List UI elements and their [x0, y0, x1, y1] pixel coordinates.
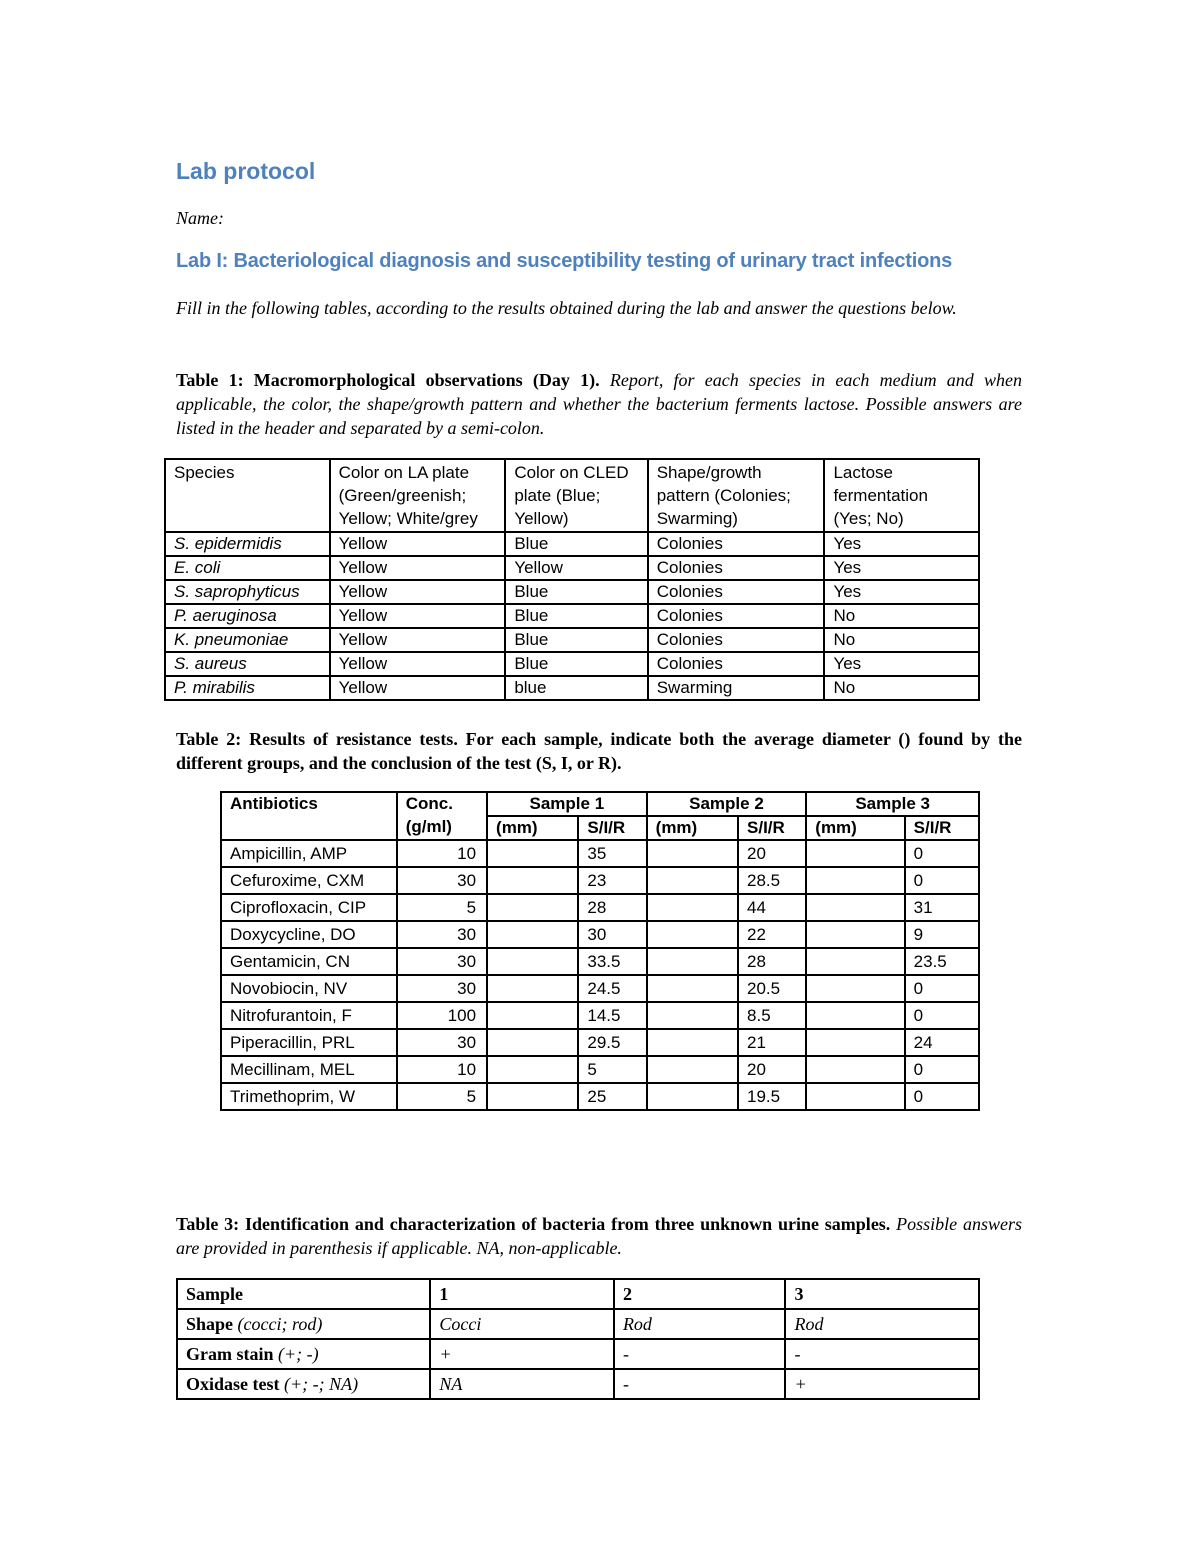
- table-cell: [806, 1002, 904, 1029]
- table-cell: No: [824, 604, 979, 628]
- table-cell: 20.5: [738, 975, 806, 1002]
- table-cell: Colonies: [648, 652, 825, 676]
- table2-header-cell: [221, 816, 397, 840]
- table-cell: 8.5: [738, 1002, 806, 1029]
- species-cell: E. coli: [165, 556, 330, 580]
- table-row: [177, 1369, 979, 1399]
- table-cell: [806, 840, 904, 867]
- table-cell: Colonies: [648, 628, 825, 652]
- table2-header-row: [221, 792, 979, 816]
- table-cell: 28.5: [738, 867, 806, 894]
- table-row: [221, 894, 979, 921]
- table-cell: [487, 975, 578, 1002]
- table-row: [221, 1029, 979, 1056]
- conc-cell: 5: [397, 894, 487, 921]
- table-cell: [806, 867, 904, 894]
- conc-cell: 30: [397, 975, 487, 1002]
- table-cell: 20: [738, 840, 806, 867]
- table-cell: blue: [505, 676, 647, 700]
- antibiotic-cell: Piperacillin, PRL: [221, 1029, 397, 1056]
- resistance-table: [220, 791, 980, 1111]
- table-cell: 28: [738, 948, 806, 975]
- antibiotic-cell: Novobiocin, NV: [221, 975, 397, 1002]
- table-cell: 31: [905, 894, 979, 921]
- species-cell: S. epidermidis: [165, 532, 330, 556]
- intro-text: Fill in the following tables, according to the results obtained during the lab and answer the questions below.: [176, 298, 957, 318]
- table-cell: Colonies: [648, 532, 825, 556]
- table-row: [221, 1056, 979, 1083]
- table-cell: Rod: [614, 1309, 786, 1339]
- table1-header-cell: Color on CLED plate (Blue; Yellow): [505, 459, 647, 532]
- table2-header-cell: S/I/R: [905, 816, 979, 840]
- conc-cell: 30: [397, 948, 487, 975]
- table3-header-cell: Sample: [177, 1279, 430, 1309]
- lab-heading: Lab I: Bacteriological diagnosis and susceptibility testing of urinary tract infections: [176, 250, 953, 272]
- table-row: [177, 1339, 979, 1369]
- table-cell: [647, 867, 738, 894]
- table-cell: Yellow: [330, 652, 506, 676]
- table-cell: 0: [905, 1083, 979, 1110]
- table-cell: 0: [905, 867, 979, 894]
- table-cell: [487, 840, 578, 867]
- antibiotic-cell: Cefuroxime, CXM: [221, 867, 397, 894]
- table-cell: Yes: [824, 580, 979, 604]
- table2-header-cell: Sample 1: [487, 792, 647, 816]
- name-label: Name:: [176, 208, 224, 228]
- antibiotic-cell: Nitrofurantoin, F: [221, 1002, 397, 1029]
- table3-header-cell: 1: [430, 1279, 614, 1309]
- conc-cell: 30: [397, 921, 487, 948]
- table-cell: +: [430, 1339, 614, 1369]
- species-cell: S. aureus: [165, 652, 330, 676]
- table-cell: 25: [578, 1083, 646, 1110]
- table-cell: [806, 1029, 904, 1056]
- table-cell: 9: [905, 921, 979, 948]
- conc-cell: 100: [397, 1002, 487, 1029]
- table-cell: 28: [578, 894, 646, 921]
- table-cell: 30: [578, 921, 646, 948]
- table-cell: [806, 1083, 904, 1110]
- intro-paragraph: [176, 296, 1022, 320]
- table-cell: 21: [738, 1029, 806, 1056]
- table-cell: [487, 1029, 578, 1056]
- table3-caption-bold: Table 3: Identification and characterization of bacteria from three unknown urine samples.: [176, 1214, 891, 1234]
- table-cell: 0: [905, 840, 979, 867]
- table-cell: Yellow: [330, 628, 506, 652]
- table-row: [165, 604, 979, 628]
- table-cell: [487, 921, 578, 948]
- species-cell: K. pneumoniae: [165, 628, 330, 652]
- table-cell: 0: [905, 975, 979, 1002]
- table-cell: Yes: [824, 556, 979, 580]
- table-row: [221, 1083, 979, 1110]
- table-cell: [487, 1056, 578, 1083]
- table-cell: 23: [578, 867, 646, 894]
- conc-cell: 10: [397, 840, 487, 867]
- table3-header-row: [177, 1279, 979, 1309]
- table2-header-cell: S/I/R: [578, 816, 646, 840]
- table-cell: Swarming: [648, 676, 825, 700]
- table2-header-cell: Sample 2: [647, 792, 807, 816]
- table2-header-cell: S/I/R: [738, 816, 806, 840]
- table2-header-cell: Antibiotics: [221, 792, 397, 816]
- table2-header-cell: (mm): [647, 816, 738, 840]
- table1-header-row: [165, 459, 979, 532]
- antibiotic-cell: Ciprofloxacin, CIP: [221, 894, 397, 921]
- table-cell: [647, 840, 738, 867]
- table3-caption-italic: Possible answers are provided in parenthesis if applicable. NA, non-applicable.: [176, 1214, 1022, 1258]
- table1-header-cell: Color on LA plate (Green/greenish; Yellow; White/grey: [330, 459, 506, 532]
- table-cell: Blue: [505, 604, 647, 628]
- row-label-cell: Oxidase test (+; -; NA): [177, 1369, 430, 1399]
- table-cell: 14.5: [578, 1002, 646, 1029]
- antibiotic-cell: Mecillinam, MEL: [221, 1056, 397, 1083]
- table-cell: 24: [905, 1029, 979, 1056]
- table-cell: Colonies: [648, 556, 825, 580]
- table-cell: Yellow: [330, 676, 506, 700]
- conc-cell: 30: [397, 867, 487, 894]
- table-cell: No: [824, 628, 979, 652]
- table-cell: 35: [578, 840, 646, 867]
- table-cell: Yellow: [330, 604, 506, 628]
- table-cell: [806, 948, 904, 975]
- table2-subheader-row: [221, 816, 979, 840]
- table-row: [221, 867, 979, 894]
- table2-header-cell: (g/ml): [397, 816, 487, 840]
- table-cell: Yes: [824, 652, 979, 676]
- table3-header-cell: 3: [785, 1279, 979, 1309]
- table3-header-cell: 2: [614, 1279, 786, 1309]
- table-cell: [647, 975, 738, 1002]
- table-cell: 22: [738, 921, 806, 948]
- table-cell: 20: [738, 1056, 806, 1083]
- table-cell: [647, 1083, 738, 1110]
- table-row: [221, 921, 979, 948]
- table-cell: No: [824, 676, 979, 700]
- antibiotic-cell: Doxycycline, DO: [221, 921, 397, 948]
- table2-header-cell: Sample 3: [806, 792, 979, 816]
- table-row: [165, 628, 979, 652]
- table1-caption: [176, 368, 1022, 440]
- table-row: [221, 840, 979, 867]
- table-cell: -: [785, 1339, 979, 1369]
- table-cell: [487, 894, 578, 921]
- table-cell: 33.5: [578, 948, 646, 975]
- conc-cell: 5: [397, 1083, 487, 1110]
- table2-header-cell: Conc.: [397, 792, 487, 816]
- table-cell: [487, 867, 578, 894]
- table-cell: Yellow: [330, 580, 506, 604]
- table-row: [221, 975, 979, 1002]
- species-cell: P. mirabilis: [165, 676, 330, 700]
- table-cell: Blue: [505, 532, 647, 556]
- table1-header-cell: Lactose fermentation (Yes; No): [824, 459, 979, 532]
- table-cell: Cocci: [430, 1309, 614, 1339]
- table-cell: [806, 921, 904, 948]
- table2-header-cell: (mm): [806, 816, 904, 840]
- table-cell: [487, 1083, 578, 1110]
- table-cell: [647, 1029, 738, 1056]
- conc-cell: 10: [397, 1056, 487, 1083]
- table-cell: [806, 975, 904, 1002]
- table-cell: Colonies: [648, 580, 825, 604]
- table-row: [165, 556, 979, 580]
- conc-cell: 30: [397, 1029, 487, 1056]
- table-cell: Blue: [505, 628, 647, 652]
- table-cell: [487, 948, 578, 975]
- table-cell: Yellow: [330, 556, 506, 580]
- table-cell: 0: [905, 1056, 979, 1083]
- table-cell: 23.5: [905, 948, 979, 975]
- table-cell: [647, 1056, 738, 1083]
- table2-caption: Table 2: Results of resistance tests. For each sample, indicate both the average diameter () found by the different groups, and the conclusion of the test (S, I, or R).: [176, 729, 1022, 773]
- table-cell: Blue: [505, 580, 647, 604]
- table-cell: [647, 948, 738, 975]
- table-row: [165, 532, 979, 556]
- table-cell: -: [614, 1339, 786, 1369]
- table-cell: Rod: [785, 1309, 979, 1339]
- table-cell: 0: [905, 1002, 979, 1029]
- table-row: [221, 1002, 979, 1029]
- table-row: [165, 676, 979, 700]
- antibiotic-cell: Ampicillin, AMP: [221, 840, 397, 867]
- table-cell: Colonies: [648, 604, 825, 628]
- table-cell: -: [614, 1369, 786, 1399]
- table-cell: 19.5: [738, 1083, 806, 1110]
- row-label-cell: Shape (cocci; rod): [177, 1309, 430, 1339]
- table1-header-cell: Shape/growth pattern (Colonies; Swarming): [648, 459, 825, 532]
- row-label-cell: Gram stain (+; -): [177, 1339, 430, 1369]
- macromorphology-table: [164, 458, 980, 701]
- table-row: [165, 652, 979, 676]
- table-cell: Blue: [505, 652, 647, 676]
- table-cell: [806, 1056, 904, 1083]
- table-cell: 29.5: [578, 1029, 646, 1056]
- table-row: [177, 1309, 979, 1339]
- table1-caption-italic: Report, for each species in each medium and when applicable, the color, the shape/growth pattern and whether the bacterium ferments lactose. Possible answers are listed in the header and separated by a semi-colon.: [176, 370, 1023, 438]
- table-cell: NA: [430, 1369, 614, 1399]
- table-cell: [647, 894, 738, 921]
- table1-header-cell: Species: [165, 459, 330, 532]
- species-cell: P. aeruginosa: [165, 604, 330, 628]
- table-cell: [806, 894, 904, 921]
- table-cell: 44: [738, 894, 806, 921]
- table-cell: [487, 1002, 578, 1029]
- table2-header-cell: (mm): [487, 816, 578, 840]
- page-title: Lab protocol: [176, 158, 316, 184]
- table-cell: Yellow: [505, 556, 647, 580]
- table-cell: [647, 1002, 738, 1029]
- table1-caption-bold: Table 1: Macromorphological observations (Day 1).: [176, 370, 600, 390]
- antibiotic-cell: Gentamicin, CN: [221, 948, 397, 975]
- table-row: [165, 580, 979, 604]
- table-cell: 5: [578, 1056, 646, 1083]
- table-cell: Yes: [824, 532, 979, 556]
- table3-caption: [176, 1212, 1022, 1260]
- table-cell: [647, 921, 738, 948]
- table-cell: +: [785, 1369, 979, 1399]
- table-row: [221, 948, 979, 975]
- table-cell: 24.5: [578, 975, 646, 1002]
- table-cell: Yellow: [330, 532, 506, 556]
- species-cell: S. saprophyticus: [165, 580, 330, 604]
- identification-table: [176, 1278, 980, 1400]
- antibiotic-cell: Trimethoprim, W: [221, 1083, 397, 1110]
